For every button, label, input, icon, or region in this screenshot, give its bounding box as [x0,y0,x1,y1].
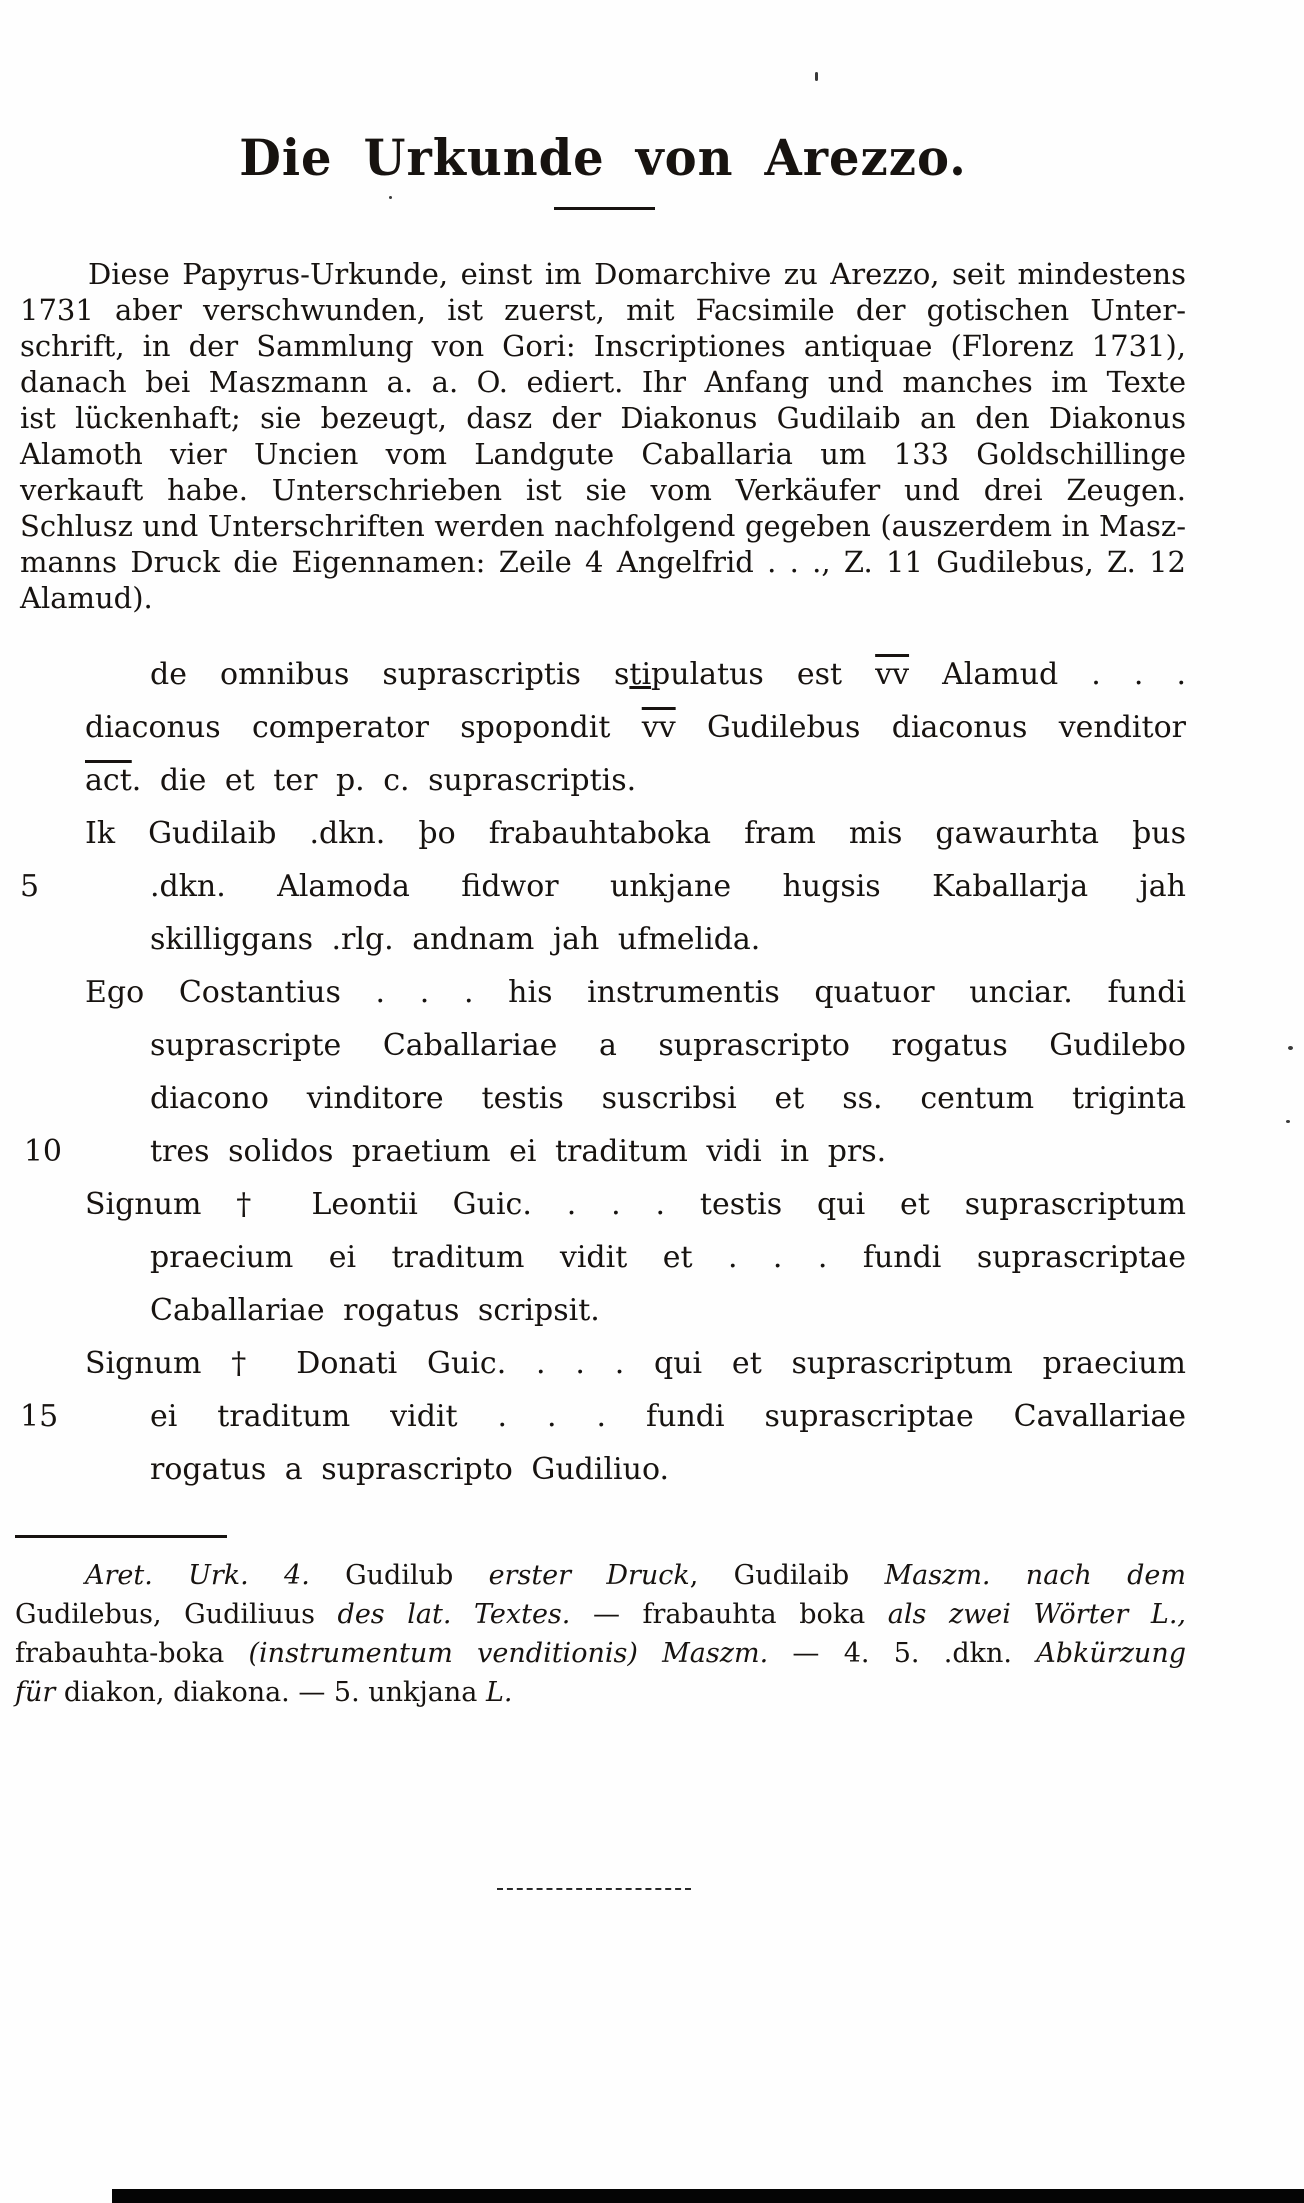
text-line [0,1337,1186,1390]
text-segment: tres solidos praetium ei traditum vidi in prs. [150,1134,887,1169]
italic-text: Abkürzung [1036,1638,1186,1669]
text-line [0,1231,1186,1284]
text-segment: Alamud). [20,581,153,615]
text-segment: — frabauhta boka [570,1599,888,1630]
margin-line-number: 15 [20,1399,59,1434]
italic-text: Aret. Urk. 4. [85,1560,310,1591]
text-segment: Caballariae rogatus scripsit. [150,1293,600,1328]
italic-text: L. [485,1677,513,1708]
text-segment: Signum † Leontii Guic. . . . testis qui et suprascriptum [85,1187,1186,1222]
text-segment: Gudilebus, Gudiliuus [15,1599,338,1630]
text-segment: Diese Papyrus-Urkunde, einst im Domarchive zu Arezzo, seit mindestens [88,257,1186,291]
text-segment: ei traditum vidit . . . fundi suprascriptae Cavallariae [150,1399,1186,1434]
edition-text-block [0,648,1186,1496]
text-line [20,364,1186,400]
text-line [15,1595,1186,1634]
apparatus-footnote [15,1556,1186,1712]
text-line [0,1390,1186,1443]
italic-text: Maszm. nach dem [884,1560,1186,1591]
text-segment: Alamud . . . [909,657,1186,692]
page-title: Die Urkunde von Arezzo. [239,127,967,187]
scan-speck [389,196,392,199]
text-line [0,1072,1186,1125]
text-line [20,580,1186,616]
text-segment: Signum † Donati Guic. . . . qui et suprascriptum praecium [85,1346,1186,1381]
text-segment: suprascripte Caballariae a suprascripto rogatus Gudilebo [150,1028,1186,1063]
text-segment: Alamoth vier Uncien vom Landgute Caballaria um 133 Goldschillinge [20,437,1186,471]
intro-paragraph [20,256,1186,616]
text-line [20,328,1186,364]
text-segment: verkauft habe. Unterschrieben ist sie vom Verkäufer und drei Zeugen. [20,473,1186,507]
text-segment: de omnibus suprascriptis s [150,657,630,692]
text-segment: Ego Costantius . . . his instrumentis quatuor unciar. fundi [85,975,1186,1010]
text-segment: frabauhta-boka [15,1638,249,1669]
text-line [20,472,1186,508]
text-segment: schrift, in der Sammlung von Gori: Inscriptiones antiquae (Florenz 1731), [20,329,1186,363]
scan-speck [1286,1120,1290,1123]
text-segment: danach bei Maszmann a. a. O. ediert. Ihr Anfang und manches im Texte [20,365,1186,399]
text-segment: Ik Gudilaib .dkn. þo frabauhtaboka fram mis gawaurhta þus [85,816,1186,851]
text-line [15,1673,1186,1712]
text-line [0,807,1186,860]
text-line [0,1125,1186,1178]
text-line [0,966,1186,1019]
text-line [20,508,1186,544]
text-line [0,1019,1186,1072]
text-segment: Gudilebus diaconus venditor [675,710,1186,745]
text-segment: diacono vinditore testis suscribsi et ss. centum triginta [150,1081,1186,1116]
scan-speck [815,72,818,81]
text-segment: , Gudilaib [689,1560,885,1591]
italic-text: für [15,1677,56,1708]
italic-text: des lat. Textes. [337,1599,571,1630]
text-line [0,1178,1186,1231]
text-segment: Gudilub [309,1560,489,1591]
italic-text: als zwei Wörter L., [887,1599,1186,1630]
overlined-text: $\overline{vv}$ [875,657,910,692]
text-segment: 1731 aber verschwunden, ist zuerst, mit Facsimile der gotischen Unter- [20,293,1186,327]
text-segment: manns Druck die Eigennamen: Zeile 4 Angelfrid . . ., Z. 11 Gudilebus, Z. 12 [20,545,1186,579]
text-line [0,1443,1186,1496]
margin-line-number: 10 [23,1134,62,1169]
text-segment: .dkn. Alamoda fidwor unkjane hugsis Kaballarja jah [150,869,1186,904]
text-line [0,648,1186,701]
scan-edge-bar [112,2189,1304,2203]
text-line [15,1634,1186,1673]
text-line [15,1556,1186,1595]
text-segment: pulatus est [651,657,876,692]
text-segment: praecium ei traditum vidit et . . . fundi suprascriptae [150,1240,1186,1275]
text-line [0,913,1186,966]
italic-text: (instrumentum venditionis) Maszm. [248,1638,769,1669]
text-line [20,400,1186,436]
overlined-text: $\overline{act}$ [85,763,132,798]
text-line [0,754,1186,807]
section-end-dashed-rule [497,1888,691,1890]
text-line [0,701,1186,754]
text-line [20,544,1186,580]
text-segment: diaconus comperator spopondit [85,710,642,745]
text-line [0,1284,1186,1337]
text-line [20,292,1186,328]
margin-line-number: 5 [20,869,40,904]
text-line [0,860,1186,913]
scan-speck [1288,1046,1293,1050]
text-line [20,436,1186,472]
footnote-divider-rule [15,1535,227,1538]
underlined-text: ti [629,657,652,692]
text-segment: rogatus a suprascripto Gudiliuo. [150,1452,670,1487]
text-segment: . die et ter p. c. suprascriptis. [131,763,637,798]
text-segment: skilliggans .rlg. andnam jah ufmelida. [150,922,761,957]
italic-text: erster Druck [488,1560,690,1591]
text-segment: ist lückenhaft; sie bezeugt, dasz der Diakonus Gudilaib an den Diakonus [20,401,1186,435]
text-segment: — 4. 5. .dkn. [768,1638,1037,1669]
title-divider-rule [554,207,655,210]
text-segment: Schlusz und Unterschriften werden nachfolgend gegeben (auszerdem in Masz- [20,509,1186,543]
text-segment: diakon, diakona. — 5. unkjana [55,1677,486,1708]
text-line [20,256,1186,292]
overlined-text: $\overline{vv}$ [641,710,676,745]
